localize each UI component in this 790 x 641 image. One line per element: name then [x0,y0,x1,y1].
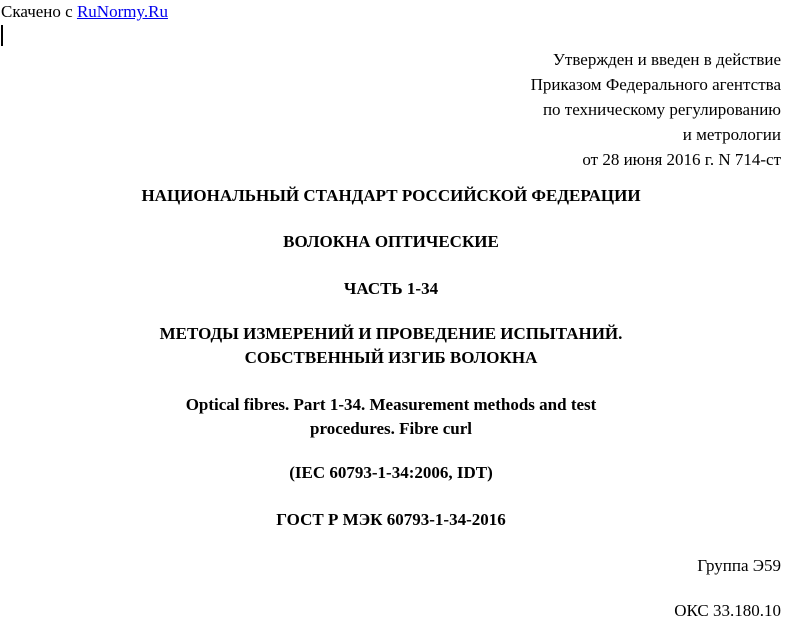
part-heading: ЧАСТЬ 1-34 [343,279,439,298]
gost-number: ГОСТ Р МЭК 60793-1-34-2016 [276,510,506,529]
download-source-line [1,2,168,22]
oks-code: ОКС 33.180.10 [674,601,781,620]
standard-name-line-2: СОБСТВЕННЫЙ ИЗГИБ ВОЛОКНА [244,348,538,367]
runormy-link[interactable]: RuNormy.Ru [76,2,168,21]
standard-name-heading [0,322,782,370]
subject-heading: ВОЛОКНА ОПТИЧЕСКИЕ [283,232,499,251]
iec-reference: (IEC 60793-1-34:2006, IDT) [289,463,493,482]
english-title-line-2: procedures. Fibre curl [310,419,472,438]
text-cursor [1,25,3,46]
standard-name-line-1: МЕТОДЫ ИЗМЕРЕНИЙ И ПРОВЕДЕНИЕ ИСПЫТАНИЙ. [159,324,623,343]
approval-line: по техническому регулированию [542,100,781,119]
english-title [0,393,782,441]
approval-line: Приказом Федерального агентства [530,75,781,94]
approval-line: Утвержден и введен в действие [552,50,781,69]
english-title-line-1: Optical fibres. Part 1-34. Measurement methods and test [185,395,597,414]
approval-line: от 28 июня 2016 г. N 714-ст [582,150,781,169]
approval-line: и метрологии [682,125,781,144]
group-code: Группа Э59 [697,556,781,575]
download-prefix: Скачено с [1,2,73,21]
approval-block [531,47,781,172]
standard-type-heading: НАЦИОНАЛЬНЫЙ СТАНДАРТ РОССИЙСКОЙ ФЕДЕРАЦИИ [141,186,641,205]
